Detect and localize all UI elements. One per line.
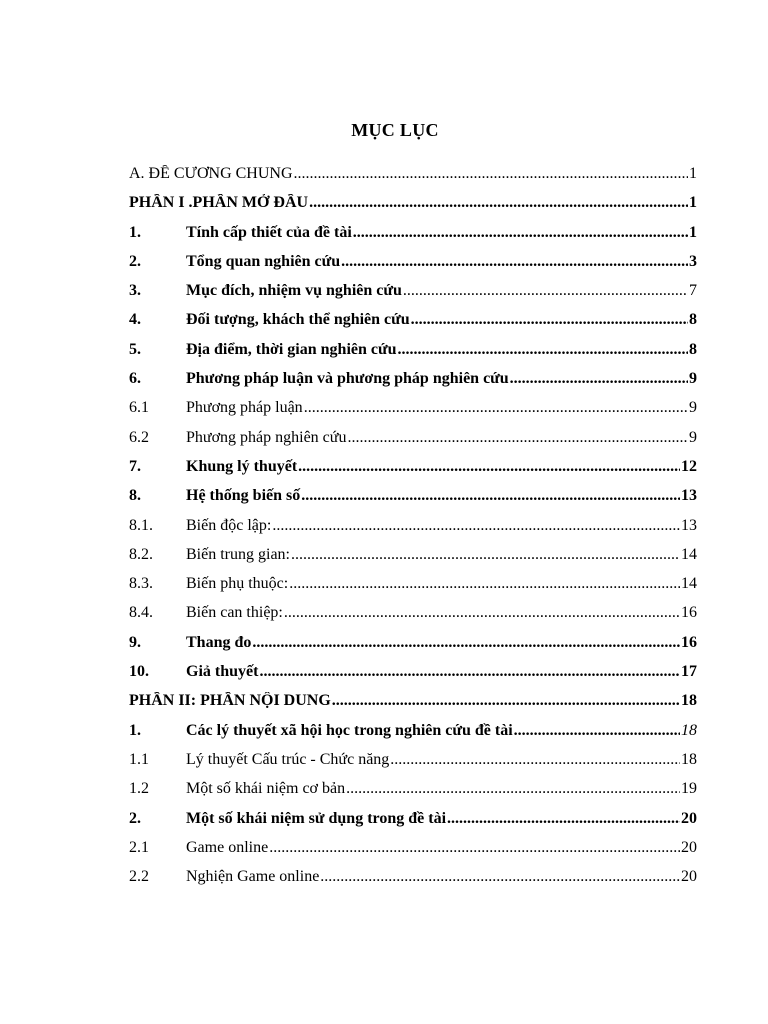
toc-entry-number: 2. [129,252,141,270]
table-of-contents [129,165,697,897]
toc-entry-label: Phương pháp nghiên cứu [186,428,347,446]
toc-entry-number: 9. [129,633,141,651]
toc-entry-label: Khung lý thuyết [186,457,298,475]
page-title: MỤC LỤC [351,120,439,140]
toc-entry-number: 8. [129,487,141,505]
toc-entry-number: 2.2 [129,868,149,886]
dot-leader [510,370,688,388]
toc-entry-number: 8.2. [129,545,153,563]
toc-entry-page-number: 1 [689,165,697,182]
toc-entry-page-number: 18 [681,750,697,768]
toc-entry-number: 4. [129,311,141,329]
toc-entry-page-number: 20 [681,868,697,886]
dot-leader [301,487,680,505]
toc-entry-page-number: 13 [681,516,697,534]
toc-entry-label: Tổng quan nghiên cứu [186,252,341,270]
toc-entry-page-number: 16 [681,633,697,651]
toc-entry [129,399,697,428]
toc-entry-page-number: 14 [681,575,697,593]
toc-entry-page-number: 7 [689,282,697,300]
toc-entry [129,311,697,340]
toc-entry-page-number: 13 [681,487,697,505]
toc-entry-page-number: 8 [689,340,697,358]
toc-entry [129,224,697,253]
dot-leader [514,722,680,740]
toc-entry-label: Phương pháp luận và phương pháp nghiên cứu [186,370,509,388]
dot-leader [320,868,680,886]
toc-entry-label: Một số khái niệm sử dụng trong đề tài [186,809,447,827]
toc-entry-label: Biến phụ thuộc: [186,575,289,593]
toc-entry-page-number: 12 [681,457,697,475]
toc-entry-number: 10. [129,663,149,681]
toc-entry-page-number: 14 [681,545,697,563]
dot-leader [347,429,688,447]
toc-entry-label: Tính cấp thiết của đề tài [186,223,352,241]
toc-entry-number: 1.2 [129,780,149,798]
dot-leader [259,663,680,681]
dot-leader [269,839,680,857]
dot-leader [447,810,680,828]
toc-entry-page-number: 3 [689,252,697,270]
toc-entry-page-number: 20 [681,809,697,827]
toc-entry-number: 2.1 [129,838,149,856]
toc-entry [129,839,697,868]
toc-entry-page-number: 20 [681,838,697,856]
toc-entry-label: Thang đo [186,633,252,651]
toc-entry [129,282,697,311]
toc-entry [129,194,697,223]
toc-entry-label: Một số khái niệm cơ bản [186,780,346,798]
toc-entry [129,722,697,751]
dot-leader [291,546,680,564]
toc-entry-page-number: 16 [681,604,697,622]
dot-leader [284,604,680,622]
toc-entry-label: Mục đích, nhiệm vụ nghiên cứu [186,282,402,300]
dot-leader [294,165,688,183]
toc-entry-page-number: 18 [681,721,697,739]
dot-leader [390,751,680,769]
toc-entry-number: 1.1 [129,750,149,768]
toc-entry-page-number: 1 [689,223,697,241]
dot-leader [411,311,688,329]
toc-entry-label: Lý thuyết Cấu trúc - Chức năng [186,750,390,768]
toc-entry-number: 6.2 [129,428,149,446]
toc-entry-label: Các lý thuyết xã hội học trong nghiên cứu đề tài [186,721,513,739]
toc-entry-number: 1. [129,223,141,241]
toc-entry-label: Đối tượng, khách thể nghiên cứu [186,311,410,329]
toc-entry [129,868,697,897]
toc-entry-page-number: 9 [689,370,697,388]
toc-entry-number: 3. [129,282,141,300]
toc-entry-number: 2. [129,809,141,827]
dot-leader [298,458,680,476]
toc-entry-number: 6. [129,370,141,388]
toc-entry-label: Nghiện Game online [186,868,320,886]
dot-leader [403,282,688,300]
toc-entry-page-number: 19 [681,780,697,798]
dot-leader [398,341,689,359]
dot-leader [332,692,680,710]
toc-entry-label: Game online [186,838,269,856]
toc-entry-label: Hệ thống biến số [186,487,301,505]
toc-entry [129,780,697,809]
toc-entry [129,575,697,604]
toc-entry [129,458,697,487]
toc-entry [129,517,697,546]
toc-entry [129,692,697,721]
toc-entry [129,341,697,370]
toc-entry [129,810,697,839]
toc-entry-page-number: 1 [689,194,697,212]
toc-entry [129,634,697,663]
toc-entry-number: 7. [129,457,141,475]
toc-entry-label: Phương pháp luận [186,399,303,417]
toc-entry-number: 6.1 [129,399,149,417]
toc-entry-number: 5. [129,340,141,358]
dot-leader [341,253,688,271]
toc-entry-label: A. ĐỀ CƯƠNG CHUNG [129,165,293,182]
toc-entry [129,370,697,399]
dot-leader [309,194,688,212]
toc-entry-page-number: 9 [689,428,697,446]
toc-entry-page-number: 17 [681,663,697,681]
toc-entry-number: 8.1. [129,516,153,534]
toc-entry-label: PHẦN II: PHẦN NỘI DUNG [129,692,331,710]
toc-entry-label: Biến can thiệp: [186,604,283,622]
toc-entry [129,429,697,458]
toc-entry [129,546,697,575]
toc-entry-label: Biến độc lập: [186,516,272,534]
toc-entry-page-number: 8 [689,311,697,329]
toc-entry-number: 8.3. [129,575,153,593]
toc-entry [129,663,697,692]
toc-entry-label: PHẦN I .PHẦN MỞ ĐẦU [129,194,309,212]
toc-entry-label: Giả thuyết [186,663,259,681]
toc-entry-number: 1. [129,721,141,739]
toc-entry-page-number: 18 [681,692,697,710]
dot-leader [353,224,688,242]
toc-entry [129,751,697,780]
dot-leader [272,517,680,535]
toc-entry [129,604,697,633]
dot-leader [346,780,680,798]
dot-leader [289,575,680,593]
toc-entry [129,165,697,194]
toc-entry-number: 8.4. [129,604,153,622]
toc-entry [129,253,697,282]
toc-entry-label: Địa điểm, thời gian nghiên cứu [186,340,397,358]
toc-entry [129,487,697,516]
dot-leader [252,634,680,652]
toc-entry-page-number: 9 [689,399,697,417]
toc-entry-label: Biến trung gian: [186,545,290,563]
dot-leader [304,399,688,417]
